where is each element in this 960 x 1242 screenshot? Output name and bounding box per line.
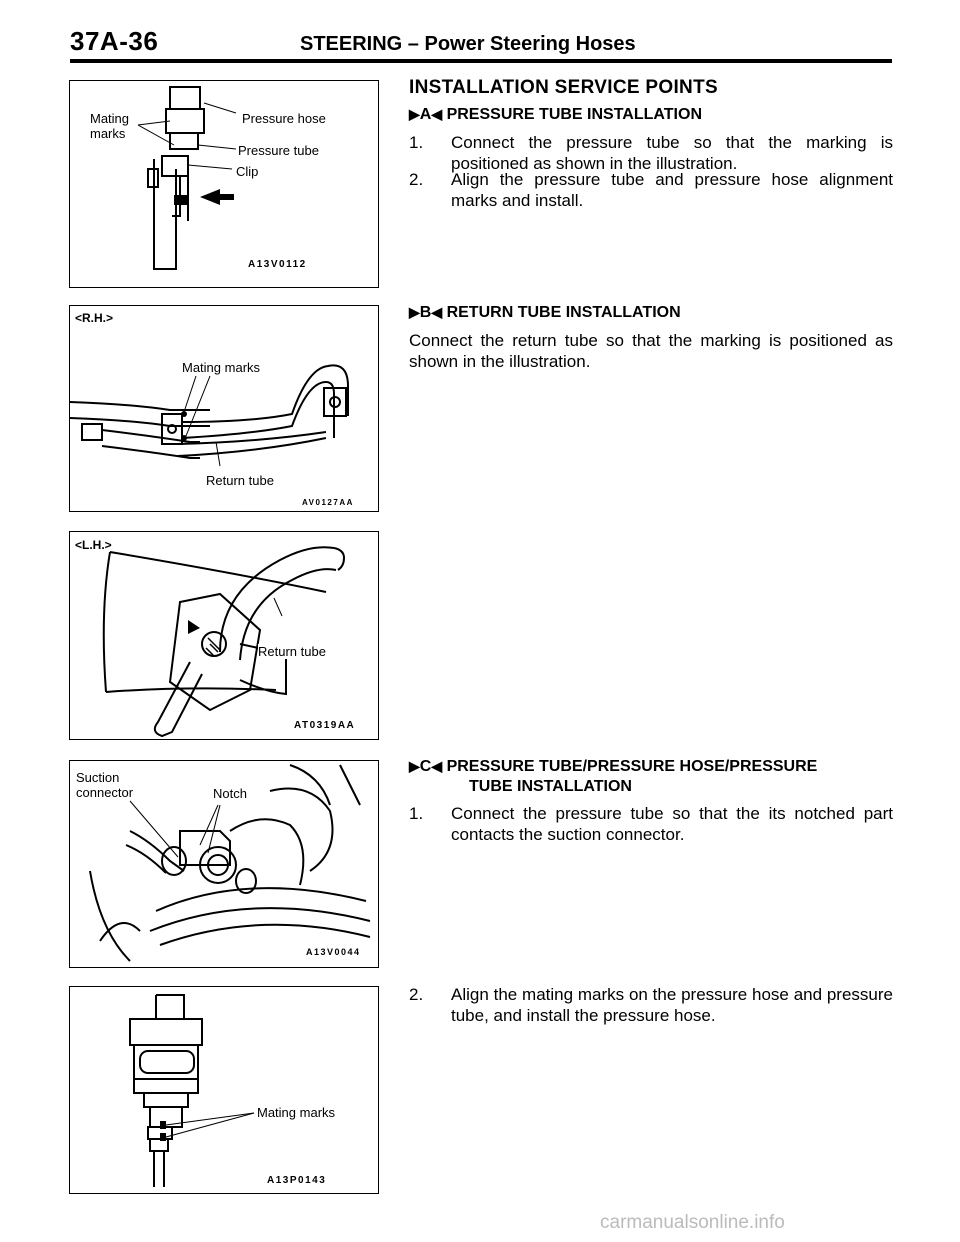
marker-close-icon: ◀ xyxy=(431,106,443,122)
page-number: 37A-36 xyxy=(70,26,159,56)
figure-code: AV0127AA xyxy=(302,498,354,507)
label-mating-marks: Mating marks xyxy=(257,1105,336,1120)
marker-close-icon: ◀ xyxy=(431,758,443,774)
figure-return-tube-rh xyxy=(69,305,379,512)
section-b-title xyxy=(409,304,681,322)
label-mating-marks: Mating marks xyxy=(182,360,261,375)
step-text: Align the mating marks on the pressure hose and pressure tube, and install the pressure hose. xyxy=(451,985,893,1025)
step-number: 1. xyxy=(409,133,424,152)
section-c-title-line-2: TUBE INSTALLATION xyxy=(469,778,632,795)
footer-watermark: carmanualsonline.info xyxy=(600,1212,785,1233)
figure-mating-marks xyxy=(69,986,379,1194)
label-pressure-hose: Pressure hose xyxy=(242,111,326,126)
figure-code: A13V0112 xyxy=(248,259,307,270)
section-c-title-text: PRESSURE TUBE/PRESSURE HOSE/PRESSURE xyxy=(446,758,818,775)
mating-marks-illustration xyxy=(70,987,378,1193)
section-a-title xyxy=(409,106,702,124)
label-suction-connector: Suction connector xyxy=(76,770,134,800)
section-letter: B xyxy=(419,304,432,321)
step-number: 1. xyxy=(409,804,424,823)
section-letter: A xyxy=(419,106,432,123)
section-c-title xyxy=(409,758,817,776)
figure-return-tube-lh xyxy=(69,531,379,740)
label-mating-marks: Mating marks xyxy=(90,111,130,141)
figure-suction-connector xyxy=(69,760,379,968)
figure-code: A13P0143 xyxy=(267,1175,327,1186)
figure-pressure-tube xyxy=(69,80,379,288)
marker-open-icon: ▶ xyxy=(409,758,420,774)
marker-close-icon: ◀ xyxy=(431,304,443,320)
label-return-tube: Return tube xyxy=(258,644,326,659)
section-a-title-text: PRESSURE TUBE INSTALLATION xyxy=(446,106,702,123)
step-number: 2. xyxy=(409,170,424,189)
side-tag: <R.H.> xyxy=(75,311,114,325)
figure-code: AT0319AA xyxy=(294,720,356,731)
marker-open-icon: ▶ xyxy=(409,304,420,320)
section-c-step-1 xyxy=(409,803,893,845)
label-clip: Clip xyxy=(236,164,259,179)
section-heading: INSTALLATION SERVICE POINTS xyxy=(409,77,718,98)
step-text: Connect the pressure tube so that the marking is positioned as shown in the illustration. xyxy=(451,133,893,173)
step-text: Align the pressure tube and pressure hose alignment marks and install. xyxy=(451,170,893,210)
section-letter: C xyxy=(419,758,432,775)
step-text: Connect the pressure tube so that the its notched part contacts the suction connector. xyxy=(451,804,893,844)
label-pressure-tube: Pressure tube xyxy=(238,143,319,158)
section-b-text: Connect the return tube so that the marking is positioned as shown in the illustration. xyxy=(409,331,893,371)
section-c-step-2 xyxy=(409,984,893,1026)
section-b-title-text: RETURN TUBE INSTALLATION xyxy=(446,304,681,321)
label-return-tube: Return tube xyxy=(206,473,274,488)
figure-code: A13V0044 xyxy=(306,947,361,957)
marker-open-icon: ▶ xyxy=(409,106,420,122)
side-tag: <L.H.> xyxy=(75,538,112,552)
section-a-step-1 xyxy=(409,132,893,174)
step-number: 2. xyxy=(409,985,424,1004)
return-tube-lh-illustration xyxy=(70,532,378,739)
label-notch: Notch xyxy=(213,786,247,801)
section-a-step-2 xyxy=(409,169,893,211)
page-title: STEERING – Power Steering Hoses xyxy=(300,33,636,55)
header-rule xyxy=(70,59,892,63)
